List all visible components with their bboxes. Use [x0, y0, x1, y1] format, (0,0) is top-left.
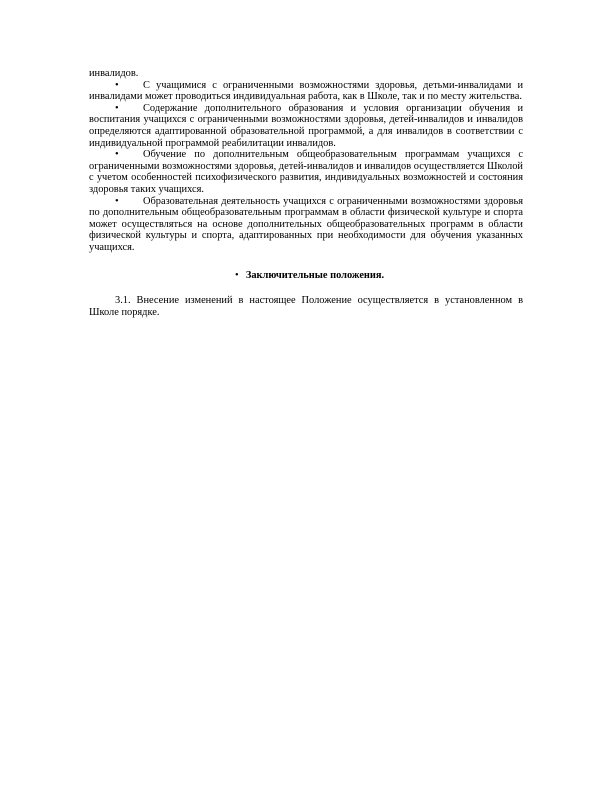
bullet-text-3: Обучение по дополнительным общеобразовательным программам учащихся с ограниченными возможностями здоровья, детей-инвалидов и инвалидов осуществляется Школой с учетом особенностей психофизического развития, индивидуальных возможностей и состояния здоровья таких учащихся.	[89, 149, 523, 195]
bullet-paragraph-3	[89, 149, 523, 195]
bullet-paragraph-1	[89, 80, 523, 103]
bullet-text-2: Содержание дополнительного образования и условия организации обучения и воспитания учащихся с ограниченными возможностями здоровья, детей-инвалидов и инвалидов определяются адаптированной образовательной программой, а для инвалидов в соответствии с индивидуальной программой реабилитации инвалидов.	[89, 102, 523, 149]
intro-fragment: инвалидов.	[89, 68, 139, 79]
bullet-marker: •	[115, 195, 119, 207]
bullet-text-1: С учащимися с ограниченными возможностями здоровья, детьми-инвалидами и инвалидами может проводиться индивидуальная работа, как в Школе, так и по месту жительства.	[89, 79, 523, 103]
bullet-marker: •	[115, 79, 119, 91]
section-heading-text: Заключительные положения.	[245, 269, 385, 281]
bullet-text-4: Образовательная деятельность учащихся с ограниченными возможностями здоровья по дополнительным общеобразовательным программам в области физической культуре и спорта может осуществляться на основе дополнительных общеобразовательных программ в области физической культуры и спорта, адаптированных при необходимости для обучения указанных учащихся.	[89, 195, 523, 253]
bullet-marker: •	[235, 269, 239, 281]
section-heading	[89, 270, 523, 282]
bullet-paragraph-4	[89, 196, 523, 254]
document-body	[89, 68, 523, 318]
bullet-marker: •	[115, 149, 119, 161]
final-paragraph: 3.1. Внесение изменений в настоящее Положение осуществляется в установленном в Школе порядке.	[89, 295, 523, 318]
bullet-paragraph-2	[89, 103, 523, 149]
bullet-marker: •	[115, 102, 119, 114]
